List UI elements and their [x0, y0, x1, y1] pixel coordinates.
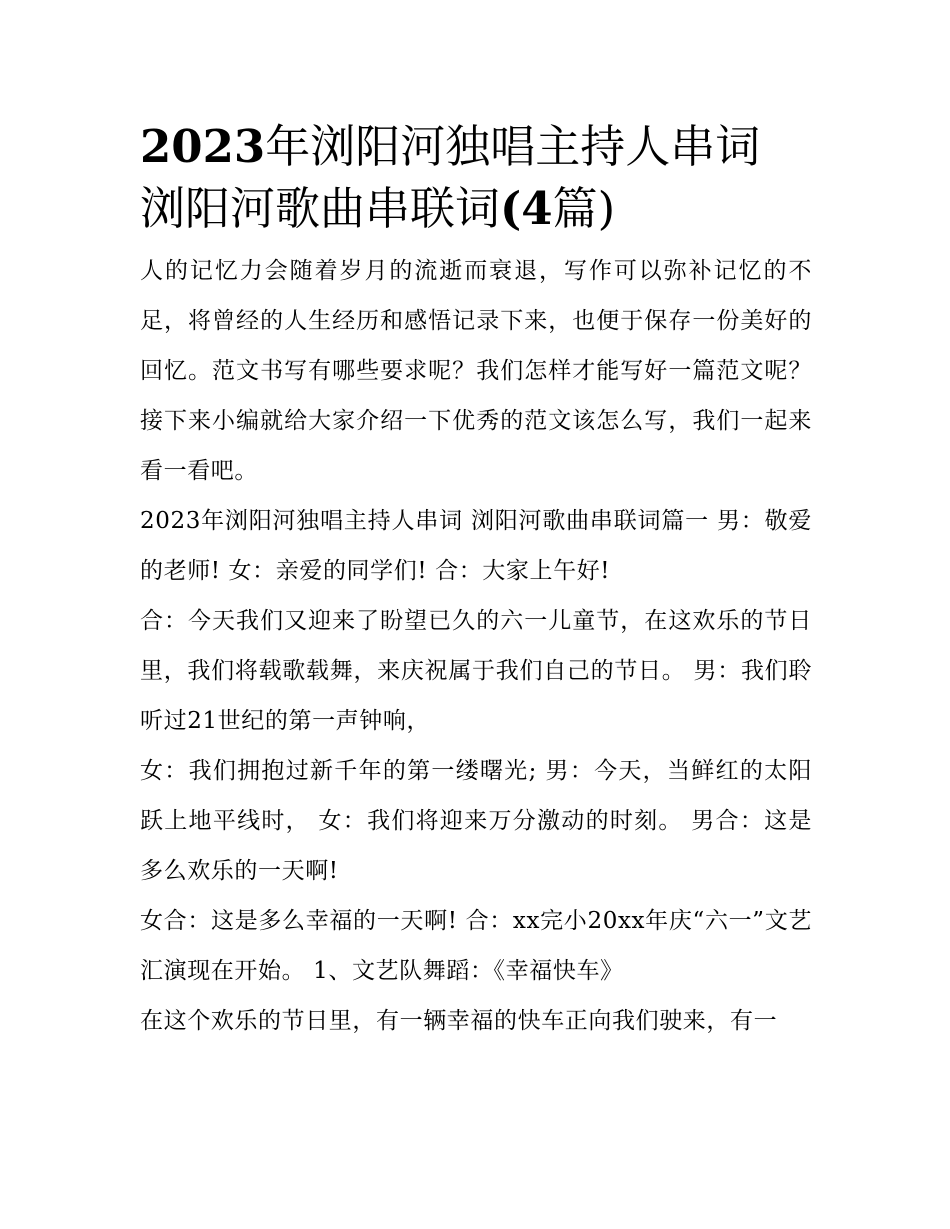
- intro-paragraph: 人的记忆力会随着岁月的流逝而衰退，写作可以弥补记忆的不足，将曾经的人生经历和感悟记录下来，也便于保存一份美好的回忆。范文书写有哪些要求呢？我们怎样才能写好一篇范文呢？接下来小编就给大家介绍一下优秀的范文该怎么写，我们一起来看一看吧。: [140, 258, 812, 484]
- document-page: [140, 116, 812, 1046]
- title-count: (4: [500, 182, 553, 235]
- body-paragraph-5: 在这个欢乐的节日里，有一辆幸福的快车正向我们驶来，有一: [140, 1008, 778, 1034]
- body-paragraph-2: 合：今天我们又迎来了盼望已久的六一儿童节，在这欢乐的节日里，我们将载歌载舞，来庆祝属于我们自己的节日。 男：我们聆听过21世纪的第一声钟响，: [140, 608, 812, 734]
- body-paragraph-4: 女合：这是多么幸福的一天啊! 合：xx完小20xx年庆“六一”文艺汇演现在开始。 1、文艺队舞蹈：《幸福快车》: [140, 908, 812, 984]
- document-title: [140, 116, 812, 240]
- body-paragraph-3: 女：我们拥抱过新千年的第一缕曙光; 男：今天，当鲜红的太阳跃上地平线时， 女：我们将迎来万分激动的时刻。 男合：这是多么欢乐的一天啊!: [140, 758, 812, 884]
- title-line-2: [140, 182, 615, 235]
- title-year: 2023: [140, 120, 266, 173]
- title-line-2-tail: 篇): [552, 182, 616, 235]
- title-line-1-text: 年浏阳河独唱主持人串词: [265, 120, 761, 173]
- body-paragraph-1: 2023年浏阳河独唱主持人串词 浏阳河歌曲串联词篇一 男：敬爱的老师! 女：亲爱的同学们! 合：大家上午好!: [140, 508, 812, 584]
- title-line-2-text: 浏阳河歌曲串联词: [140, 182, 501, 235]
- title-line-1: [140, 120, 760, 173]
